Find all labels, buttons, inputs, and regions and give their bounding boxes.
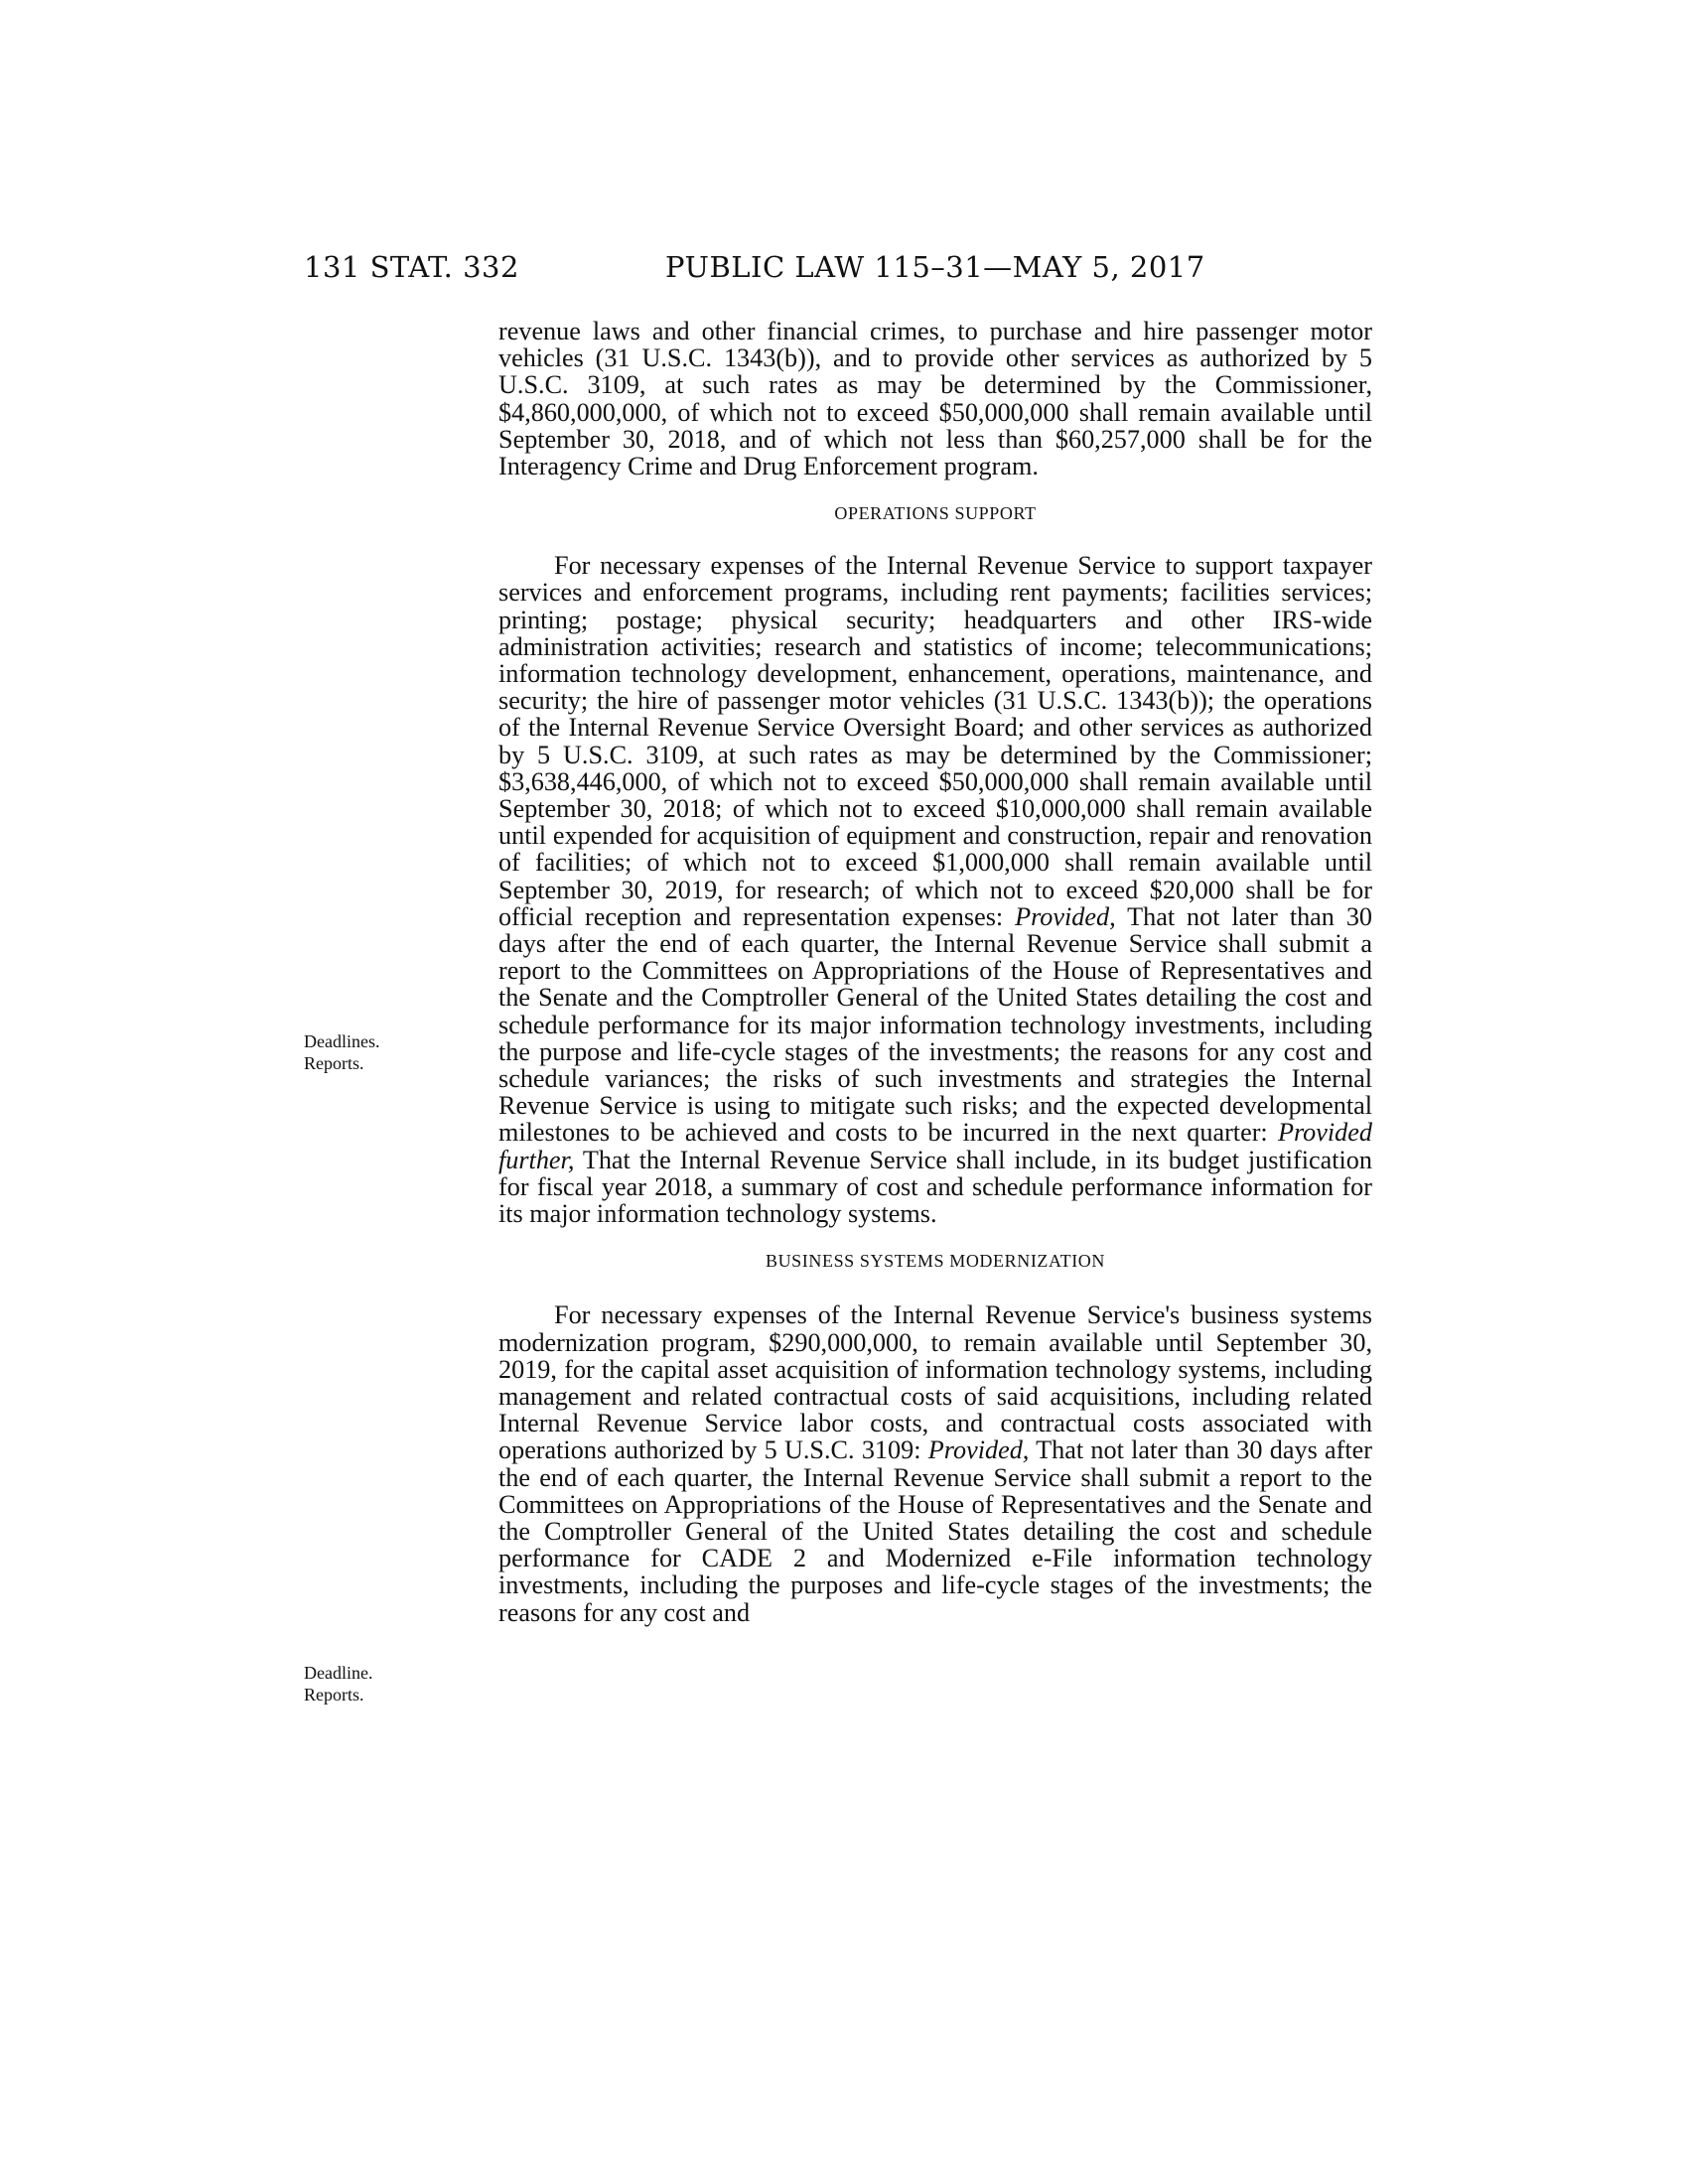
paragraph-continuation: revenue laws and other financial crimes, to purchase and hire passenger motor vehicles (31 U.S.C. 1343(b)), and to provide other services as authorized by 5 U.S.C. 3109, at such rates as may be determined by the Commissioner, $4,860,000,000, of which not to exceed $50,000,000 shall remain available until September 30, 2018, and of which not less than $60,257,000 shall be for the Interagency Crime and Drug Enforcement program. (498, 317, 1372, 481)
heading-business-systems-modernization: BUSINESS SYSTEMS MODERNIZATION (765, 1251, 1106, 1272)
main-text (498, 318, 1372, 1626)
provided-further-clause: Provided further, (498, 1118, 1372, 1174)
text-run: That the Internal Revenue Service shall include, in its budget justification for fiscal year 2018, a summary of cost and schedule performance information for its major information technology systems. (498, 1145, 1372, 1229)
margin-note-deadline (304, 1662, 372, 1706)
text-run: For necessary expenses of the Internal Revenue Service's business systems modernization program, $290,000,000, to remain available until September 30, 2019, for the capital asset acquisition of information technology systems, including management and related contractual costs of said acquisitions, including related Internal Revenue Service labor costs, and contractual costs associated with operations authorized by 5 U.S.C. 3109: (498, 1300, 1372, 1465)
margin-note-deadlines (304, 1030, 379, 1074)
paragraph-business-systems-modernization (498, 1301, 1372, 1625)
margin-note-line: Reports. (304, 1053, 364, 1073)
provided-clause: Provided, (1015, 901, 1116, 931)
text-run: That not later than 30 days after the end of each quarter, the Internal Revenue Service shall submit a report to the Committees on Appropriations of the House of Representatives and the Senate and the Comptroller General of the United States detailing the cost and schedule performance for its major information technology investments, including the purpose and life-cycle stages of the investments; the reasons for any cost and schedule variances; the risks of such investments and strategies the Internal Revenue Service is using to mitigate such risks; and the expected developmental milestones to be achieved and costs to be incurred in the next quarter: (498, 901, 1373, 1148)
stat-citation: 131 STAT. 332 (304, 250, 519, 284)
paragraph-operations-support (498, 552, 1372, 1227)
text-run: For necessary expenses of the Internal Revenue Service to support taxpayer services and enforcement programs, including rent payments; facilities services; printing; postage; physical security; headquarters and other IRS-wide administration activities; research and statistics of income; telecommunications; information technology development, enhancement, operations, maintenance, and security; the hire of passenger motor vehicles (31 U.S.C. 1343(b)); the operations of the Internal Revenue Service Oversight Board; and other services as authorized by 5 U.S.C. 3109, at such rates as may be determined by the Commissioner; $3,638,446,000, of which not to exceed $50,000,000 shall remain available until September 30, 2018; of which not to exceed $10,000,000 shall remain available until expended for acquisition of equipment and construction, repair and renovation of facilities; of which not to exceed $1,000,000 shall remain available until September 30, 2019, for research; of which not to exceed $20,000 shall be for official reception and representation expenses: (498, 551, 1372, 931)
page-header (0, 250, 1688, 290)
margin-note-line: Reports. (304, 1685, 364, 1705)
heading-operations-support: OPERATIONS SUPPORT (834, 503, 1037, 524)
margin-note-line: Deadline. (304, 1663, 373, 1683)
provided-clause: Provided, (927, 1435, 1030, 1465)
law-title: PUBLIC LAW 115–31—MAY 5, 2017 (665, 250, 1205, 284)
text-run: That not later than 30 days after the end of each quarter, the Internal Revenue Service shall submit a report to the Committees on Appropriations of the House of Representatives and the Senate and the Comptroller General of the United States detailing the cost and schedule performance for CADE 2 and Modernized e-File information technology investments, including the purposes and life-cycle stages of the investments; the reasons for any cost and (498, 1435, 1373, 1627)
margin-note-line: Deadlines. (304, 1031, 380, 1051)
